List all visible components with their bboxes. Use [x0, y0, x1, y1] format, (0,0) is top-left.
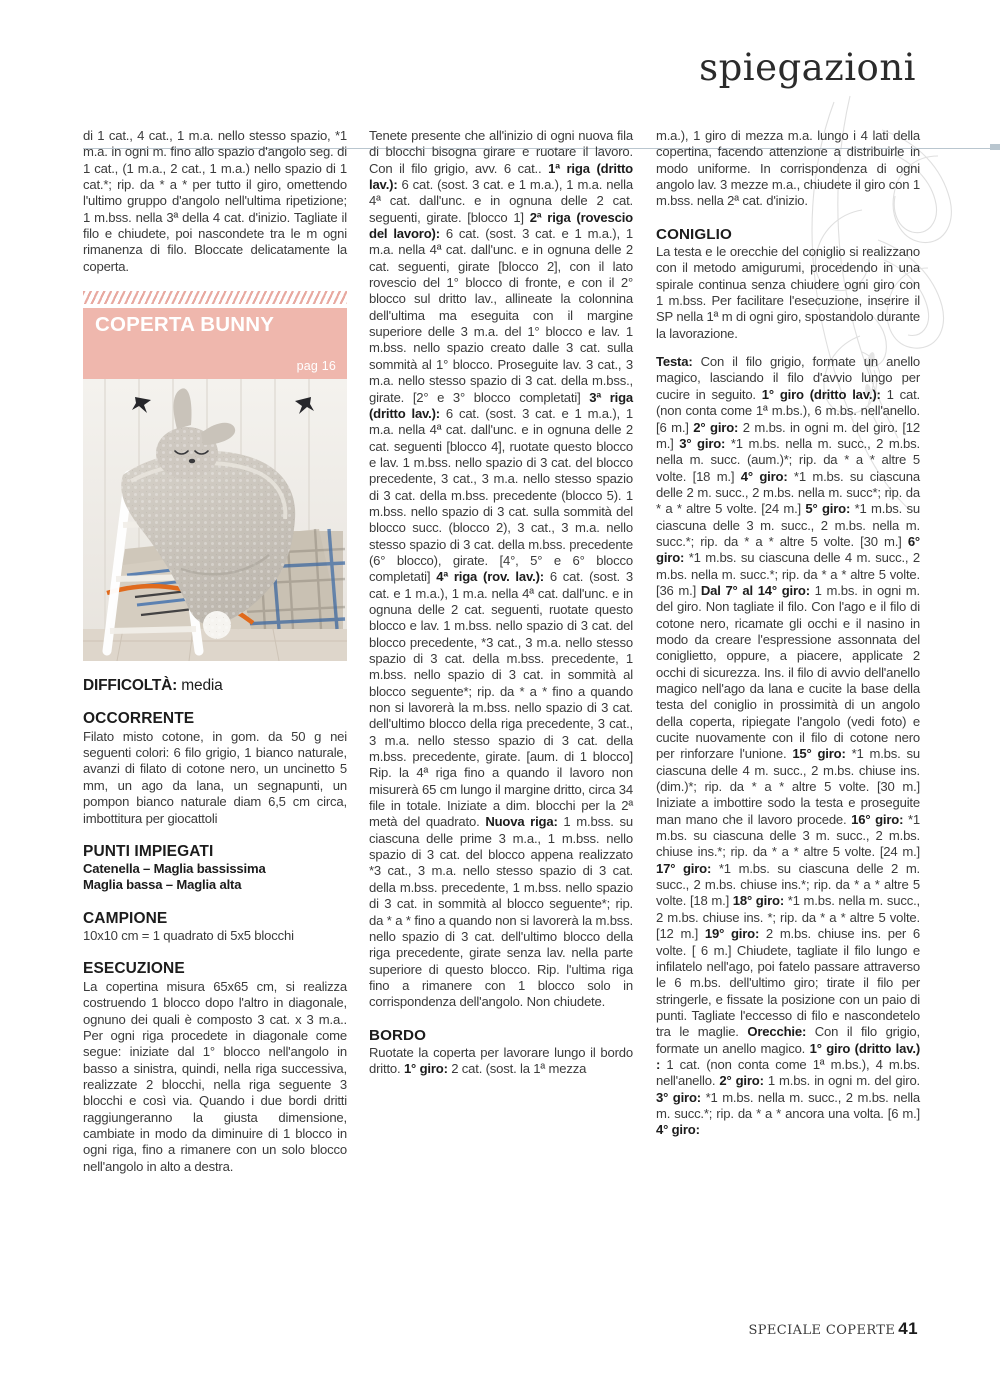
testa-instructions	[656, 354, 920, 1139]
giro-6-label: 6° giro:	[656, 533, 920, 566]
giro-6-text: *1 m.bs. su ciascuna delle 4 m. succ., 2 m.bs. nella m. succ.*; rip. da * a * altre 5 volte. [36 m.]	[656, 550, 920, 598]
giro-16-text: *1 m.bs. su ciascuna delle 3 m. succ., 2 m.bs. chiuse ins.*; rip. da * a * altre 5 volte. [24 m.]	[656, 811, 920, 860]
masthead-rule-cap	[990, 144, 1000, 150]
esecuzione-text: La copertina misura 65x65 cm, si realizza costruendo 1 blocco dopo l'altro in diagonale, ognuno dei quali è composto 3 cat. x 3 m.a.. Per ogni riga procedete in diagonale come segue: iniziate dal 1° blocco nell'angolo in basso a sinistra, quindi, nella riga successiva, realizzate 2 blocchi, nella riga seguente 3 blocchi e così via. Quando i due bordi dritti raggiungeranno la giusta dimensione, cambiate in modo da diminuire di 1 blocco in ogni riga, fino a rimanere con un solo blocco nell'angolo in alto a destra.	[83, 978, 347, 1174]
bordo-heading: BORDO	[369, 1026, 427, 1044]
giro-4-label: 4° giro:	[740, 468, 788, 484]
coniglio-intro-text: La testa e le orecchie del coniglio si realizzano con il metodo amigurumi, procedendo in una spirale continua senza chiudere ogni giro con 1 m.bss. Per facilitare l'esecuzione, inserire il SP nella 1ª m di ogni giro, spostandolo durante la lavorazione.	[656, 244, 921, 341]
spacer	[656, 342, 920, 354]
c2-riga2-label: 2ª riga (rovescio del lavoro):	[369, 209, 633, 242]
c2-riga4-label: 4ª riga (rov. lav.):	[436, 569, 544, 585]
column-2	[369, 128, 633, 1078]
column-1	[83, 128, 347, 1175]
page-title: spiegazioni	[699, 46, 916, 89]
difficolta-label: DIFFICOLTÀ:	[83, 677, 178, 695]
punti-line-2: Maglia bassa – Maglia alta	[83, 877, 242, 893]
hatched-divider	[83, 291, 347, 304]
giro-18-text: *1 m.bs. nella m. succ., 2 m.bs. chiuse ins. *; rip. da * a * altre 5 volte. [12 m.]	[656, 893, 920, 942]
c2-t2: 6 cat. (sost. 3 cat. e 1 m.a.), 1 m.a. nella 4ª cat. dall'unc. e in ognuna delle 2 cat. seguenti, girate. [blocco 1]	[369, 177, 633, 225]
giro-2-text: 2 m.bs. in ogni m. del giro. [12 m.]	[656, 419, 920, 451]
punti-impiegati-heading: PUNTI IMPIEGATI	[83, 842, 214, 860]
bordo-giro1-label: 1° giro:	[403, 1061, 448, 1077]
giro-1-label: 1° giro (dritto lav.):	[761, 386, 881, 402]
giro-16-label: 16° giro:	[851, 811, 904, 827]
project-page-ref: pag 16	[296, 358, 336, 373]
giro-18-label: 18° giro:	[732, 893, 785, 909]
giro-19-label: 19° giro:	[704, 926, 760, 942]
orecchie-label: Orecchie:	[747, 1024, 807, 1040]
col3-continuation-paragraph: m.a.), 1 giro di mezza m.a. lungo i 4 lati della copertina, facendo attenzione a distribuirle in modo uniforme. In corrispondenza di ogni angolo lav. 3 mezze m.a., chiudete il giro con 1 m.bss. nella 2ª cat. d'inizio.	[656, 128, 920, 209]
col1-continuation-paragraph: di 1 cat., 4 cat., 1 m.a. nello stesso spazio, *1 m.a. in ogni m. fino allo spazio d'angolo seg. di 1 cat., (1 m.a., 2 cat., 1 m.a.) nello spazio di 1 cat.*; rip. da * a * per tutto il giro, omettendo l'ultimo gruppo d'angolo nell'ultima ripetizione; 1 m.bss. nella 3ª della 4 cat. d'inizio. Tagliate il filo e chiudete, poi nascondete tra le m ogni rimanenza di filo. Bloccate delicatamente la coperta.	[83, 128, 347, 274]
bordo-t1: Ruotate la coperta per lavorare lungo il bordo dritto.	[369, 1044, 633, 1077]
col2-instructions-paragraph	[369, 128, 633, 1011]
orecchie-giro-1-label: 1° giro (dritto lav.) :	[656, 1040, 920, 1072]
footer-label: SPECIALE COPERTE	[748, 1323, 896, 1338]
giro-7-14-text: 1 m.bs. in ogni m. del giro. Non tagliate il filo. Con l'ago e il filo di cotone nero, ricamate gli occhi e il nasino in modo da creare l'espressione assonnata del coniglietto, oppure, a piacere, applicate 2 occhi di sicurezza. Ins. il filo di avvio dell'anello magico nell'ago da lana e cucite la base della testa del coniglio in prossimità di un angolo della coperta, ripiegate l'angolo (vedi foto) e cucite nuovamente con il filo di cotone nero per rinforzare l'unione.	[656, 582, 920, 762]
orecchie-giro-1-text: 1 cat. (non conta come 1ª m.bs.), 4 m.bs. nell'anello.	[656, 1056, 920, 1089]
orecchie-giro-2-label: 2° giro:	[719, 1073, 764, 1089]
giro-4-text: *1 m.bs. su ciascuna delle 2 m. succ., 2 m.bs. nella m. succ*; rip. da * a * altre 5 volte. [24 m.]	[656, 468, 920, 517]
c2-t6: 1 m.bss. su ciascuna delle prime 3 m.a., 1 m.bss. nello spazio di 3 cat. del blocco appena realizzato *3 cat., 3 m.a. nello stesso spazio di 3 cat. della m.bss. precedente, 1 m.bss. nello spazio di 3 cat. in sommità al blocco seguente*; rip. da * a * fino a quando non si lavorerà la m.bss. nello spazio di 3 cat. dell'ultimo blocco della riga precedente, girate senza lav. nella parte superiore di questo blocco. Rip. l'ultima riga fino a rimanere con 1 blocco solo in corrispondenza dell'angolo. Non chiudete.	[369, 814, 633, 1010]
giro-2-label: 2° giro:	[693, 419, 739, 435]
giro-7-14-label: Dal 7° al 14° giro:	[700, 582, 810, 598]
project-title: COPERTA BUNNY	[95, 313, 275, 337]
giro-15-label: 15° giro:	[792, 746, 846, 762]
campione-heading: CAMPIONE	[83, 909, 168, 927]
giro-5-text: *1 m.bs. su ciascuna delle 3 m. succ., 2 m.bs. nella m. succ.*; rip. da * a * altre 5 volte. [30 m.]	[656, 501, 920, 549]
testa-label: Testa:	[656, 354, 693, 370]
giro-19-text: 2 m.bs. chiuse ins. per 6 volte. [ 6 m.] Chiudete, tagliate il filo lungo e infilatelo nell'ago, poi fatelo passare attraverso le 6 m.bs. dell'ultimo giro; tirate il filo per stringerle, e fissate la posizione con un paio di punti. Tagliate l'eccesso di filo e nascondetelo tra le maglie.	[656, 926, 920, 1040]
orecchie-giro-3-label: 3° giro:	[656, 1089, 701, 1105]
esecuzione-heading: ESECUZIONE	[83, 960, 185, 978]
orecchie-giro-3-text: *1 m.bs. nella m. succ., 2 m.bs. nella m. succ.*; rip. da * a * ancora una volta. [6 m.]	[656, 1089, 921, 1121]
orecchie-intro: Con il filo grigio, formate un anello magico.	[656, 1024, 920, 1056]
c2-nuova-riga-label: Nuova riga:	[485, 814, 558, 830]
giro-1-text: 1 cat. (non conta come 1ª m.bs.), 6 m.bs. nell'anello. [6 m.]	[656, 386, 920, 435]
giro-15-text: *1 m.bs. su ciascuna delle 4 m. succ., 2 m.bs. chiuse ins. (dim.)*; rip. da * a * altre 5 volte. [30 m.] Iniziate a imbottire sodo la testa e proseguite man mano che il lavoro procede.	[656, 746, 920, 827]
bordo-t2: 2 cat. (sost. la 1ª mezza	[447, 1061, 587, 1077]
occorrente-heading: OCCORRENTE	[83, 710, 195, 728]
column-3	[656, 128, 920, 1139]
giro-3-label: 3° giro:	[679, 435, 726, 451]
footer-page-number: 41	[898, 1319, 918, 1338]
bordo-text	[369, 1045, 633, 1078]
c2-riga1-label: 1ª riga (dritto lav.):	[369, 160, 633, 193]
c2-t1: Tenete presente che all'inizio di ogni nuova fila di blocchi bisogna girare e ruotare il lavoro. Con il filo grigio, avv. 6 cat..	[369, 128, 633, 176]
punti-line-1: Catenella – Maglia bassissima	[83, 861, 266, 877]
masthead	[0, 40, 1000, 112]
giro-5-label: 5° giro:	[805, 501, 851, 517]
campione-text: 10x10 cm = 1 quadrato di 5x5 blocchi	[83, 928, 294, 944]
c2-t5: 6 cat. (sost. 3 cat. e 1 m.a.), 1 m.a. nella 4ª cat. dall'unc. e in ognuna delle 2 cat. seguenti, ruotate questo blocco e lav. 1 m.bss. nello spazio di 3 cat. del blocco precedente, *3 cat., 3 m.a. nello stesso spazio di 3 cat. della m.bss. precedente, 1 m.bss. nello spazio di 3 cat. in sommità al blocco seguente*; rip. da * a * fino a quando non si lavorerà la m.bss. nello spazio di 3 cat. dell'ultimo blocco della riga precedente, 3 cat., 3 m.a. nello stesso spazio di 3 cat. della m.bss. precedente, girate. [aum. di 1 blocco] Rip. la 4ª riga fino a quando il lavoro non misurerà 65 cm lungo il margine dritto, circa 34 file in totale. Iniziate a dim. blocchi per la 2ª metà del quadrato.	[369, 569, 633, 830]
difficolta-value: media	[177, 677, 223, 695]
giro-17-text: *1 m.bs. su ciascuna delle 2 m. succ., 2 m.bs. chiuse ins.*; rip. da * a * altre 5 volte. [18 m.]	[656, 860, 921, 909]
orecchie-giro-4-label: 4° giro:	[656, 1122, 700, 1138]
giro-3-text: *1 m.bs. nella m. succ., 2 m.bs. nella m. succ. (aum.)*; rip. da * a * altre 5 volte. [18 m.]	[656, 435, 920, 484]
c2-t4: 6 cat. (sost. 3 cat. e 1 m.a.), 1 m.a. nella 4ª cat. dall'unc. e in ognuna delle 2 cat. seguenti [blocco 4], ruotate questo blocco e lav. 1 m.bss. nello spazio di 3 cat. del blocco precedente, 3 cat., 3 m.a. nello stesso spazio di 3 cat. della m.bss. precedente (blocco 5). 1 m.bss. nello spazio di 3 cat. sulla sommità del blocco succ. (blocco 2), 3 cat., 3 m.a. nello stesso spazio di 3 cat. della m.bss. precedente (6° blocco), girate. [4°, 5° e 6° blocco completati]	[369, 405, 633, 585]
occorrente-text: Filato misto cotone, in gom. da 50 g nei seguenti colori: 6 filo grigio, 1 bianco naturale, avanzi di filato di cotone nero, un uncinetto 5 mm, un ago da lana, un segnapunti, un pompon bianco naturale diam 6,5 cm circa, imbottitura per giocattoli	[83, 728, 347, 826]
testa-intro: Con il filo grigio, formate un anello magico, lasciando il filo d'avvio lungo per cucire in seguito.	[656, 354, 920, 402]
coniglio-heading: CONIGLIO	[656, 225, 732, 243]
footer	[748, 1319, 918, 1339]
difficolta-row	[83, 678, 347, 694]
c2-t3: 6 cat. (sost. 3 cat. e 1 m.a.), 1 m.a. nella 4ª cat. dall'unc. e in ognuna delle 2 cat. seguenti, girate [blocco 2], con il lato rovescio del 1° blocco di fronte, e con il 2° blocco sul dritto lav., allineate la colonnina dell'ultima ma eseguita con il margine superiore delle 3 m.a. del 1° blocco e lav. 1 m.bss. nello spazio creato dalle 3 cat. sulla sommità al 1° blocco. Proseguite lav. 3 cat., 3 m.a. nello stesso spazio di 3 cat. della m.bss., girate. [2° e 3° blocco completati]	[369, 226, 633, 405]
c2-riga3-label: 3ª riga (dritto lav.):	[369, 389, 633, 421]
project-title-band	[83, 308, 347, 379]
orecchie-giro-2-text: 1 m.bs. in ogni m. del giro.	[763, 1073, 921, 1089]
project-photo	[83, 379, 347, 661]
giro-17-label: 17° giro:	[656, 860, 712, 876]
